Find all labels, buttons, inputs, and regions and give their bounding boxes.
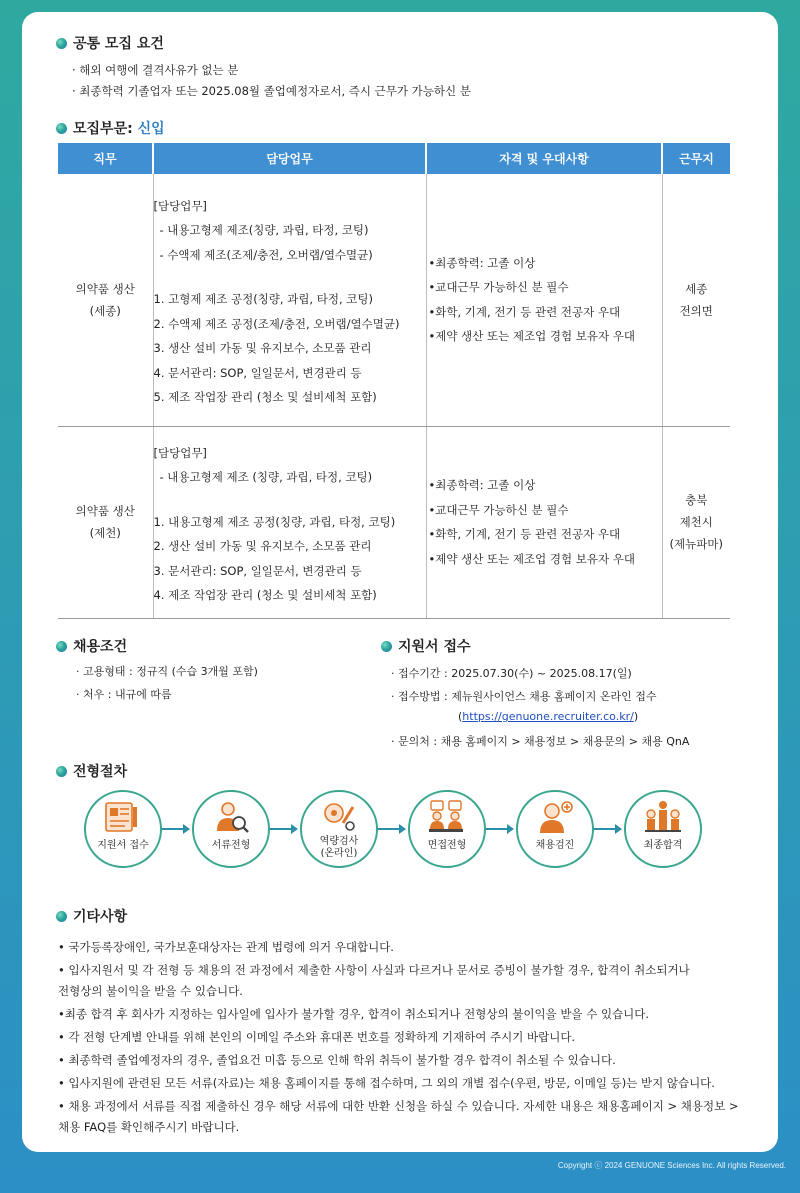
condition-item: · 처우 : 내규에 따름 [76,688,172,701]
process-step [408,790,486,868]
interview-icon [427,799,467,835]
table-header-row [58,143,730,174]
etc-item: • 최종학력 졸업예정자의 경우, 졸업요건 미흡 등으로 인해 학위 취득이 불가할 경우 합격이 취소될 수 있습니다. [58,1053,616,1067]
process-title: 전형절차 [56,761,127,781]
recruit-homepage-link[interactable]: https://genuone.recruiter.co.kr/ [462,710,634,723]
process-step [624,790,702,868]
application-form-icon [103,799,143,835]
recruit-category: 신입 [137,121,165,137]
application-contact: · 문의처 : 채용 홈페이지 > 채용정보 > 채용문의 > 채용 QnA [391,735,690,748]
section-bullet-icon [56,911,67,922]
process-step [192,790,270,868]
job-cell: 의약품 생산 (제천) [58,426,153,618]
arrow-right-icon [484,828,512,830]
final-pass-icon [643,799,683,835]
step-label: 서류전형 [211,840,251,851]
step-label: 면접전형 [427,840,467,851]
common-requirements-title: 공통 모집 요건 [56,33,164,53]
location-cell: 세종 전의면 [662,174,730,426]
conditions-title: 채용조건 [56,636,127,656]
duty-cell: [담당업무] - 내용고형제 제조(칭량, 과립, 타정, 코팅) - 수액제 제조(조제/충전, 오버랩/열수멸균) 1. 고형제 제조 공정(칭량, 과립, 타정, 코팅) 2. 수액제 제조 공정(조제/충전, 오버랩/열수멸균) 3. 생산 설비 가동 및 유지보수, 소모품 관리 4. 문서관리: SOP, 일일문서, 변경관리 등 5. 제조 작업장 관리 (청소 및 설비세척 포함) [153,174,426,426]
aptitude-test-icon [319,799,359,835]
step-label: 역량검사 (온라인) [319,836,359,859]
table-row [58,426,730,618]
copyright: Copyright ⓒ 2024 GENUONE Sciences Inc. All rights Reserved. [557,1161,786,1170]
process-step [84,790,162,868]
arrow-right-icon [376,828,404,830]
medical-check-icon [535,799,575,835]
common-requirement-item: · 최종학력 기졸업자 또는 2025.08월 졸업예정자로서, 즉시 근무가 가능하신 분 [72,84,471,98]
arrow-right-icon [592,828,620,830]
application-link-line: (https://genuone.recruiter.co.kr/) [458,710,639,723]
process-step [300,790,378,868]
etc-item: 채용 FAQ를 확인해주시기 바랍니다. [58,1120,240,1134]
step-label: 지원서 접수 [97,840,149,851]
document-review-icon [211,799,251,835]
etc-item: • 입사지원서 및 각 전형 등 채용의 전 과정에서 제출한 사항이 사실과 다르거나 문서로 증빙이 불가할 경우, 합격이 취소되거나 [58,963,690,977]
common-requirement-item: · 해외 여행에 결격사유가 없는 분 [72,63,239,77]
location-cell: 충북 제천시 (제뉴파마) [662,426,730,618]
recruit-section-title: 모집부문: 신입 [56,118,165,138]
step-label: 최종합격 [643,840,683,851]
application-method: · 접수방법 : 제뉴원사이언스 채용 홈페이지 온라인 접수 [391,690,657,703]
etc-item: • 각 전형 단계별 안내를 위해 본인의 이메일 주소와 휴대폰 번호를 정확하게 기재하여 주시기 바랍니다. [58,1030,576,1044]
etc-item: • 입사지원에 관련된 모든 서류(자료)는 채용 홈페이지를 통해 접수하며, 그 외의 개별 접수(우편, 방문, 이메일 등)는 받지 않습니다. [58,1076,715,1090]
condition-item: · 고용형태 : 정규직 (수습 3개월 포함) [76,665,258,678]
column-header: 직무 [58,143,153,174]
section-bullet-icon [56,123,67,134]
job-cell: 의약품 생산 (세종) [58,174,153,426]
duty-cell: [담당업무] - 내용고형제 제조 (칭량, 과립, 타정, 코팅) 1. 내용고형제 제조 공정(칭량, 과립, 타정, 코팅) 2. 생산 설비 가동 및 유지보수, 소모품 관리 3. 문서관리: SOP, 일일문서, 변경관리 등 4. 제조 작업장 관리 (청소 및 설비세척 포함) [153,426,426,618]
application-title: 지원서 접수 [381,636,471,656]
arrow-right-icon [268,828,296,830]
process-flow [84,790,704,870]
section-bullet-icon [56,641,67,652]
column-header: 자격 및 우대사항 [426,143,662,174]
section-bullet-icon [381,641,392,652]
qualification-cell: •최종학력: 고졸 이상 •교대근무 가능하신 분 필수 •화학, 기계, 전기 등 관련 전공자 우대 •제약 생산 또는 제조업 경험 보유자 우대 [426,426,662,618]
etc-item: •최종 합격 후 회사가 지정하는 입사일에 입사가 불가할 경우, 합격이 취소되거나 전형상의 불이익을 받을 수 있습니다. [58,1007,650,1021]
column-header: 근무지 [662,143,730,174]
application-period: · 접수기간 : 2025.07.30(수) ~ 2025.08.17(일) [391,667,632,680]
column-header: 담당업무 [153,143,426,174]
etc-item: • 채용 과정에서 서류를 직접 제출하신 경우 해당 서류에 대한 반환 신청을 하실 수 있습니다. 자세한 내용은 채용홈페이지 > 채용정보 > [58,1099,739,1113]
step-label: 채용검진 [535,840,575,851]
recruit-table [58,143,730,619]
etc-title: 기타사항 [56,906,127,926]
section-bullet-icon [56,38,67,49]
table-row [58,174,730,426]
process-step [516,790,594,868]
arrow-right-icon [160,828,188,830]
etc-item: 전형상의 불이익을 받을 수 있습니다. [58,984,243,998]
qualification-cell: •최종학력: 고졸 이상 •교대근무 가능하신 분 필수 •화학, 기계, 전기 등 관련 전공자 우대 •제약 생산 또는 제조업 경험 보유자 우대 [426,174,662,426]
section-bullet-icon [56,766,67,777]
etc-item: • 국가등록장애인, 국가보훈대상자는 관계 법령에 의거 우대합니다. [58,940,394,954]
